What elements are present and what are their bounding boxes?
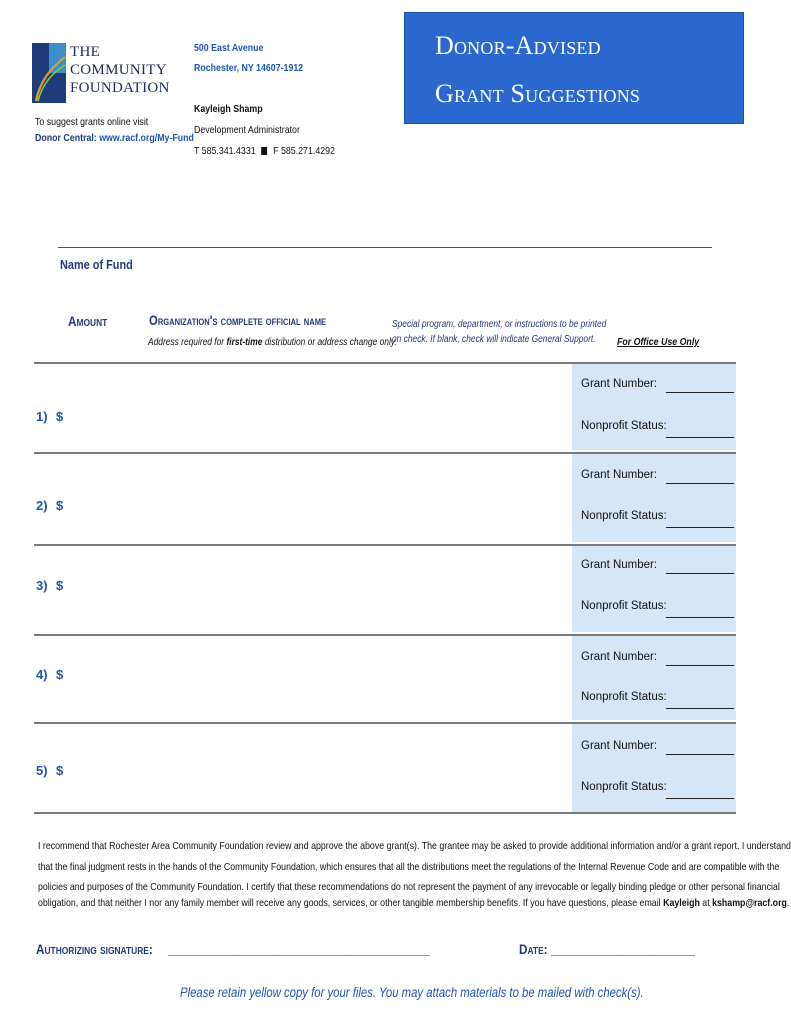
separator-square-icon [261,147,267,155]
grant-number-label: Grant Number: [581,651,658,663]
contact-fax: F 585.271.4292 [273,145,335,157]
title-line-1: Donor-Advised [435,31,601,60]
office-use-header: For Office Use Only [617,336,700,348]
fund-name-line[interactable] [58,247,712,248]
grant-number-label: Grant Number: [581,740,658,752]
nonprofit-status-label: Nonprofit Status: [581,600,667,612]
grant-number-field[interactable] [666,483,734,484]
nonprofit-status-field[interactable] [666,708,734,709]
org-note-text-end: distribution or address change only. [262,337,397,348]
contact-name: Kayleigh Shamp [194,103,263,115]
address-street: 500 East Avenue [194,42,264,54]
grant-number-field[interactable] [666,754,734,755]
certification-line-4 [38,897,789,909]
amount-dollar-sign[interactable]: $ [56,667,64,682]
amount-dollar-sign[interactable]: $ [56,498,64,513]
logo-text-foundation: FOUNDATION [70,80,170,96]
date-label: Date: [519,941,548,957]
amount-dollar-sign[interactable]: $ [56,409,64,424]
row-divider [34,812,736,814]
date-field[interactable]: ______________________ [551,941,695,957]
certification-line-3: policies and purposes of the Community Foundation. I certify that these recommendations do not represent the payment of any irrevocable or legally binding pledge or other personal financial [38,881,780,893]
grant-number-label: Grant Number: [581,378,658,390]
amount-dollar-sign[interactable]: $ [56,578,64,593]
online-instructions: To suggest grants online visit [35,116,149,128]
signature-label: Authorizing signature: [36,941,153,957]
logo-text-community: COMMUNITY [70,62,167,78]
contact-phones [194,144,335,158]
title-box [404,12,744,124]
contact-name-inline: Kayleigh [663,897,700,909]
org-name-header: Organization's complete official name [149,313,327,328]
donor-central-link[interactable]: www.racf.org/My-Fund [99,132,194,144]
org-note-bold: first-time [226,337,263,348]
donor-central-line [35,131,194,145]
row-number: 4) [36,667,48,682]
donor-central-label: Donor Central: [35,132,100,144]
nonprofit-status-label: Nonprofit Status: [581,691,667,703]
grant-number-label: Grant Number: [581,559,658,571]
grant-number-field[interactable] [666,392,734,393]
nonprofit-status-label: Nonprofit Status: [581,781,667,793]
certification-text: obligation, and that neither I nor any family member will receive any goods, services, or other tangible membership benefits. If you have questions, please email [38,897,664,909]
nonprofit-status-field[interactable] [666,437,734,438]
title-line-2: Grant Suggestions [435,79,641,108]
amount-dollar-sign[interactable]: $ [56,763,64,778]
contact-email-link[interactable]: kshamp@racf.org [712,897,787,909]
special-instructions-line-2: on check. If blank, check will indicate General Support. [392,334,596,345]
row-number: 5) [36,763,48,778]
office-box [572,454,736,542]
special-instructions-line-1: Special program, department, or instructions to be printed [392,319,607,330]
org-address-note [148,337,397,348]
row-number: 2) [36,498,48,513]
row-number: 3) [36,578,48,593]
contact-role: Development Administrator [194,124,300,136]
certification-line-1: I recommend that Rochester Area Community Foundation review and approve the above grant(s). The grantee may be asked to provide additional information and/or a grant report. I understand [38,840,791,852]
certification-text-at: at [699,897,713,909]
nonprofit-status-field[interactable] [666,527,734,528]
nonprofit-status-field[interactable] [666,798,734,799]
foundation-logo-icon [32,43,66,103]
grant-number-field[interactable] [666,665,734,666]
grant-number-label: Grant Number: [581,469,658,481]
signature-field[interactable]: ________________________________________ [168,941,430,957]
certification-end: . [786,897,790,909]
org-note-text: Address required for [148,337,227,348]
grant-number-field[interactable] [666,573,734,574]
amount-header: Amount [68,313,108,329]
fund-name-label: Name of Fund [60,257,133,272]
nonprofit-status-label: Nonprofit Status: [581,420,667,432]
logo-text-the: THE [70,44,101,60]
contact-phone: T 585.341.4331 [194,145,256,157]
row-number: 1) [36,409,48,424]
footer-note: Please retain yellow copy for your files. You may attach materials to be mailed with check(s). [180,985,644,1000]
address-city: Rochester, NY 14607-1912 [194,62,304,74]
nonprofit-status-label: Nonprofit Status: [581,510,667,522]
nonprofit-status-field[interactable] [666,617,734,618]
certification-line-2: that the final judgment rests in the hands of the Community Foundation, which ensures that all the distributions meet the regulations of the Internal Revenue Code and are compatible with the [38,861,780,873]
